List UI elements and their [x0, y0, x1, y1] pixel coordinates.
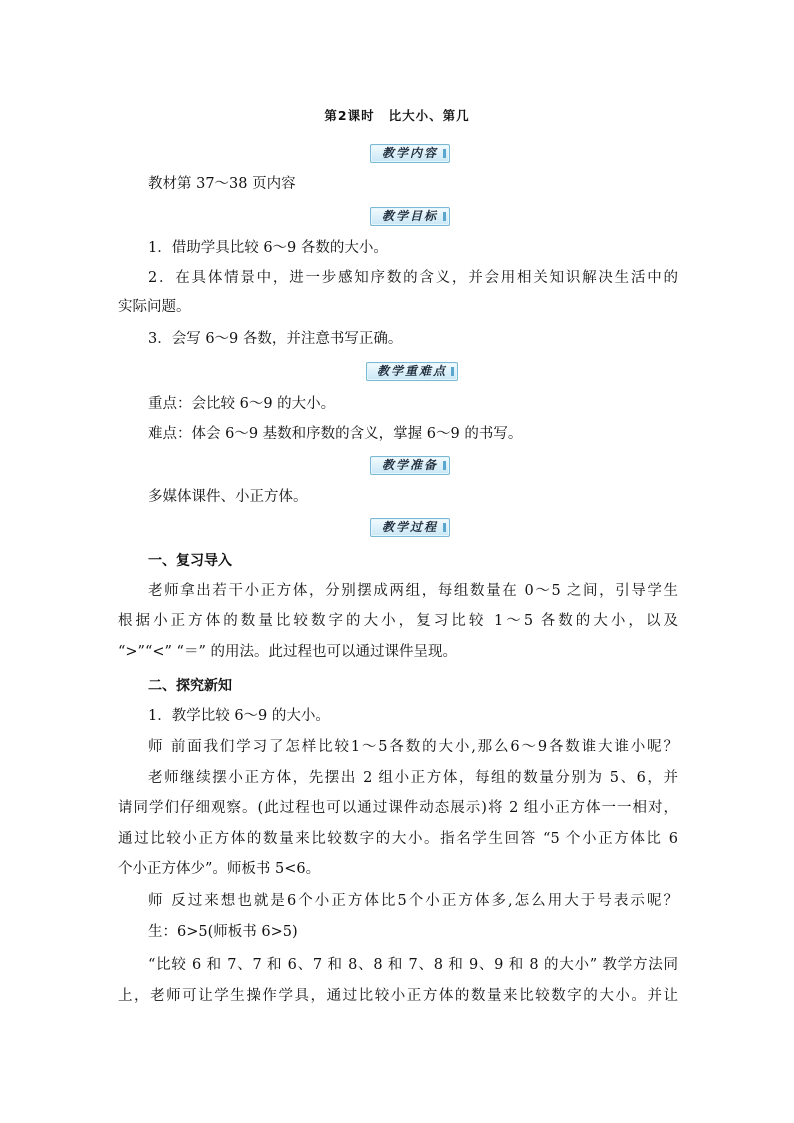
preparation-text: 多媒体课件、小正方体。 [148, 489, 308, 505]
teaching-content-badge: 教学内容 [370, 144, 450, 163]
explore-line-10: 上，老师可让学生操作学具，通过比较小正方体的数量来比较数字的大小。并让 [118, 988, 678, 1004]
explore-line-4: 请同学们仔细观察。(此过程也可以通过课件动态展示)将 2 组小正方体一一相对， [118, 800, 678, 816]
textbook-pages: 教材第 37～38 页内容 [148, 176, 296, 192]
lesson-title [0, 106, 794, 124]
explore-line-5: 通过比较小正方体的数量来比较数字的大小。指名学生回答 “5 个小正方体比 6 [118, 831, 678, 847]
goal-2-continued: 实际问题。 [118, 299, 191, 315]
review-line-2: 根据小正方体的数量比较数字的大小，复习比较 1～5 各数的大小，以及 [118, 613, 678, 629]
teaching-process-badge: 教学过程 [370, 518, 450, 537]
section-review-heading: 一、复习导入 [148, 553, 232, 569]
review-line-1: 老师拿出若干小正方体，分别摆成两组，每组数量在 0～5 之间，引导学生 [148, 583, 678, 599]
goal-2: 2．在具体情景中，进一步感知序数的含义，并会用相关知识解决生活中的 [148, 270, 678, 286]
explore-line-7: 师 反过来想也就是6个小正方体比5个小正方体多,怎么用大于号表示呢？ [148, 893, 678, 909]
explore-line-1: 1．教学比较 6～9 的大小。 [148, 708, 330, 724]
lesson-topic: 比大小、第几 [388, 108, 470, 123]
explore-line-8: 生：6>5(师板书 6>5) [148, 924, 298, 940]
key-point: 重点：会比较 6～9 的大小。 [148, 396, 336, 412]
goal-1: 1．借助学具比较 6～9 各数的大小。 [148, 240, 388, 256]
explore-line-2: 师 前面我们学习了怎样比较1～5各数的大小,那么6～9各数谁大谁小呢？ [148, 739, 678, 755]
section-explore-heading: 二、探究新知 [148, 678, 232, 694]
explore-line-9: “比较 6 和 7、7 和 6、7 和 8、8 和 7、8 和 9、9 和 8 的大小” 教学方法同 [148, 957, 678, 973]
lesson-number: 第2课时 [324, 108, 375, 123]
explore-line-6: 个小正方体少”。师板书 5<6。 [118, 861, 321, 877]
teaching-goals-badge: 教学目标 [370, 207, 450, 226]
review-line-3: “>”“<” “＝” 的用法。此过程也可以通过课件呈现。 [118, 644, 457, 660]
explore-line-3: 老师继续摆小正方体，先摆出 2 组小正方体，每组的数量分别为 5、6，并 [148, 770, 678, 786]
difficult-point: 难点：体会 6～9 基数和序数的含义，掌握 6～9 的书写。 [148, 426, 523, 442]
goal-3: 3．会写 6～9 各数，并注意书写正确。 [148, 331, 403, 347]
key-difficult-points-badge: 教学重难点 [366, 362, 458, 381]
teaching-preparation-badge: 教学准备 [370, 456, 450, 475]
